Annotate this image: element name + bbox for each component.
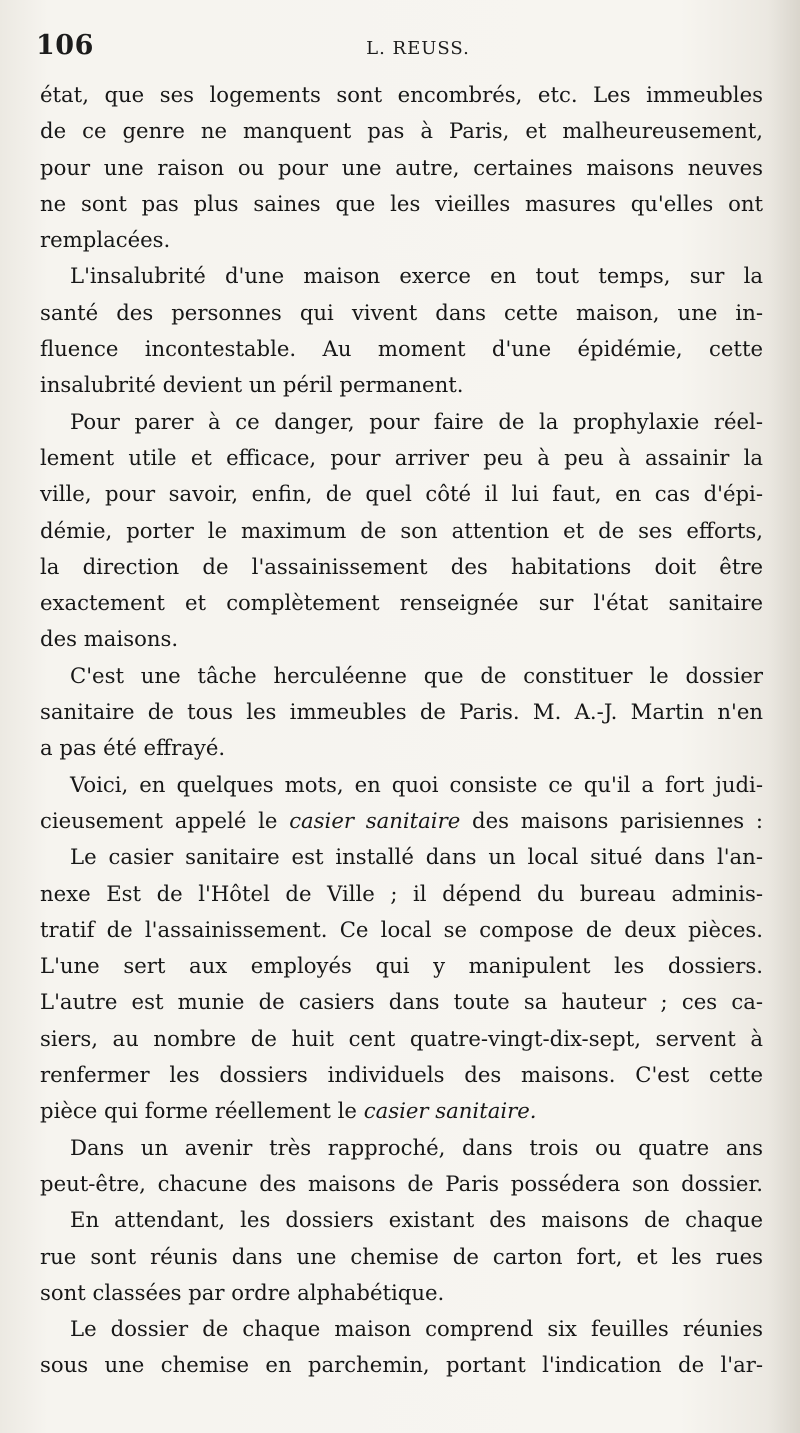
text-line: rue sont réunis dans une chemise de carton fort, et les rues (40, 1243, 763, 1269)
page-header (36, 30, 760, 66)
text-line: nexe Est de l'Hôtel de Ville ; il dépend du bureau adminis- (40, 880, 763, 906)
text-line: Voici, en quelques mots, en quoi consiste ce qu'il a fort judi- (70, 771, 763, 797)
text-line (40, 1093, 763, 1129)
text-line: sont classées par ordre alphabétique. (40, 1279, 445, 1305)
text-line: Dans un avenir très rapproché, dans trois ou quatre ans (70, 1134, 763, 1160)
text-line: ville, pour savoir, enfin, de quel côté il lui faut, en cas d'épi- (40, 481, 763, 507)
italic-term: casier sanitaire (289, 807, 461, 833)
text-line: siers, au nombre de huit cent quatre-vingt-dix-sept, servent à (40, 1025, 763, 1051)
text-line: de ce genre ne manquent pas à Paris, et malheureusement, (40, 118, 763, 144)
page-body (40, 77, 763, 1384)
text-line: C'est une tâche herculéenne que de constituer le dossier (70, 662, 763, 688)
text-line: a pas été effrayé. (40, 735, 226, 761)
text-line: sanitaire de tous les immeubles de Paris. M. A.-J. Martin n'en (40, 699, 763, 725)
text-line: Le casier sanitaire est installé dans un local situé dans l'an- (70, 844, 763, 870)
text-segment: des maisons parisiennes : (472, 807, 763, 833)
text-line: peut-être, chacune des maisons de Paris possédera son dossier. (40, 1170, 763, 1196)
text-line: renfermer les dossiers individuels des maisons. C'est cette (40, 1062, 763, 1088)
text-line: démie, porter le maximum de son attention et de ses efforts, (40, 517, 763, 543)
text-line: insalubrité devient un péril permanent. (40, 372, 464, 398)
text-line: L'une sert aux employés qui y manipulent les dossiers. (40, 953, 763, 979)
text-line: état, que ses logements sont encombrés, etc. Les immeubles (40, 82, 763, 107)
text-line: Pour parer à ce danger, pour faire de la prophylaxie réel- (70, 408, 763, 434)
text-line: pour une raison ou pour une autre, certaines maisons neuves (40, 154, 763, 180)
text-line: En attendant, les dossiers existant des maisons de chaque (70, 1207, 763, 1233)
text-line: exactement et complètement renseignée sur l'état sanitaire (40, 590, 763, 616)
text-line: ne sont pas plus saines que les vieilles masures qu'elles ont (40, 190, 763, 216)
italic-term: casier sanitaire. (363, 1098, 537, 1124)
text-line: des maisons. (40, 626, 179, 652)
text-line: fluence incontestable. Au moment d'une épidémie, cette (40, 336, 763, 362)
text-line: la direction de l'assainissement des habitations doit être (40, 553, 763, 579)
text-line (40, 803, 763, 839)
text-segment: cieusement appelé le (40, 807, 278, 833)
text-line: L'autre est munie de casiers dans toute sa hauteur ; ces ca- (40, 989, 763, 1015)
page-number: 106 (36, 30, 94, 61)
text-line: santé des personnes qui vivent dans cette maison, une in- (40, 299, 763, 325)
text-line: tratif de l'assainissement. Ce local se compose de deux pièces. (40, 916, 763, 942)
text-line: L'insalubrité d'une maison exerce en tout temps, sur la (70, 263, 763, 289)
text-line: lement utile et efficace, pour arriver peu à peu à assainir la (40, 444, 763, 470)
text-segment: pièce qui forme réellement le (40, 1098, 357, 1124)
text-line: sous une chemise en parchemin, portant l'indication de l'ar- (40, 1352, 763, 1378)
text-line: remplacées. (40, 227, 171, 253)
running-head: L. REUSS. (366, 38, 470, 59)
text-line: Le dossier de chaque maison comprend six feuilles réunies (70, 1316, 763, 1342)
